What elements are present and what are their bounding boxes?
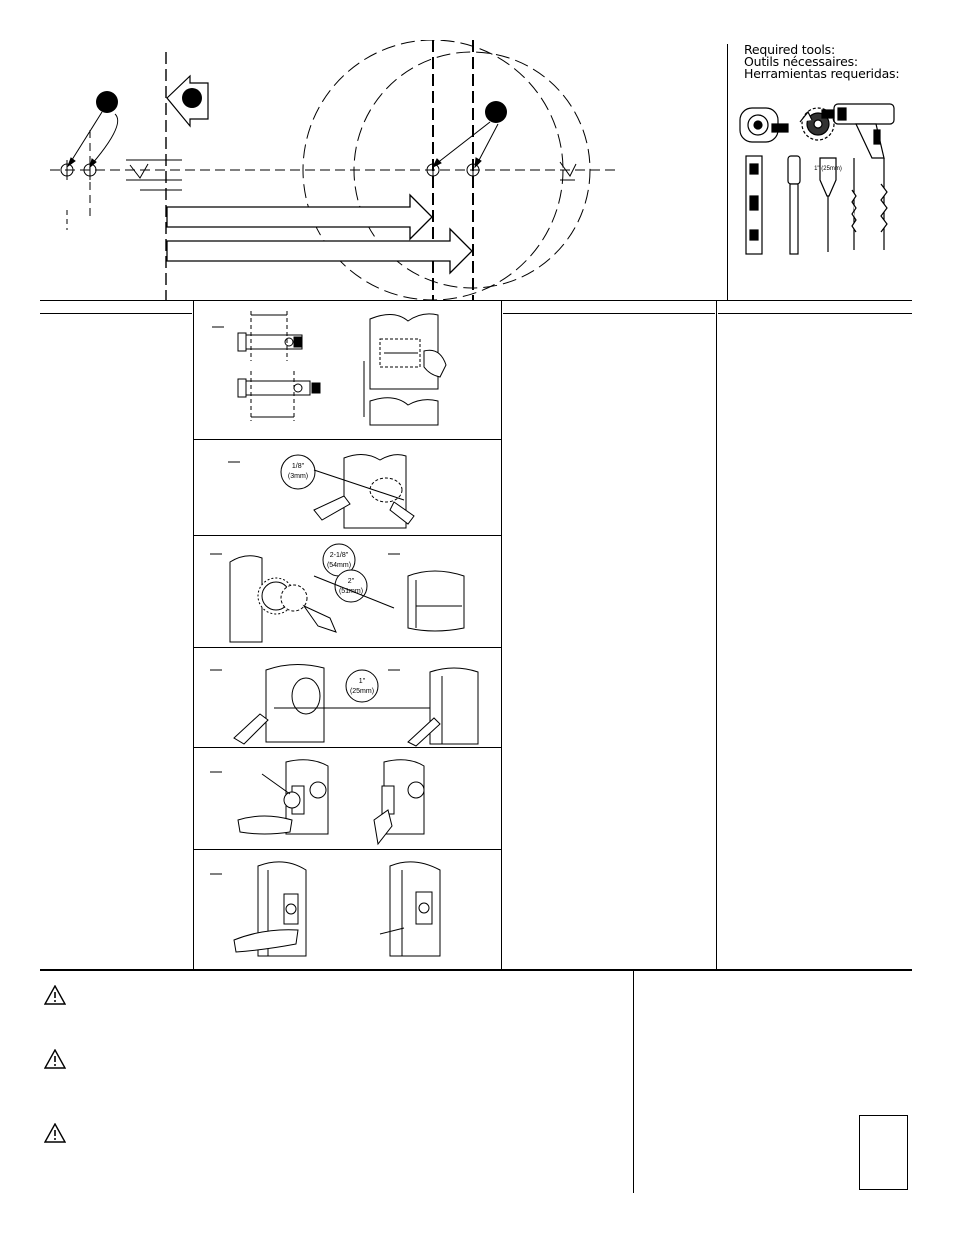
step-5-panel: [194, 748, 501, 849]
step-2-panel: [194, 440, 501, 535]
tools-divider: [727, 44, 728, 300]
col-divider-3: [716, 300, 717, 970]
step-6-panel: [194, 850, 501, 968]
warning-icon: [44, 1123, 66, 1143]
door-drawing: [230, 556, 262, 642]
step-3-dim-a-metric: (54mm): [326, 562, 352, 569]
tools-illustration: [738, 100, 918, 260]
col4-subrule: [718, 313, 912, 314]
step-3-dim-b-metric: (51mm): [338, 588, 364, 595]
col-divider-2: [501, 300, 502, 970]
drill-bit-large-icon: [881, 158, 887, 250]
step-3-panel: [194, 536, 501, 647]
callout-dot-left: [96, 91, 118, 113]
callout-leaders: [68, 112, 498, 167]
drill-hand: [304, 606, 336, 632]
section-rule-bottom: [40, 969, 912, 971]
step-4-dim-circle: [346, 670, 378, 702]
drill-bit-small-icon: [852, 158, 856, 250]
step-2-dim-circle: [281, 455, 315, 489]
hand-drawing: [238, 816, 292, 834]
step-3-dim-a: 2-1/8": [329, 552, 349, 559]
warning-icon: [44, 985, 66, 1005]
tools-label-en: Required tools:: [744, 42, 836, 57]
step-3-dim-b: 2": [347, 578, 355, 585]
bottom-divider: [633, 971, 634, 1193]
tools-label-fr: Outils nécessaires:: [744, 54, 858, 69]
step-2-dim: 1/8": [291, 463, 305, 470]
page-number-box: [859, 1115, 908, 1190]
step-4-dim: 1": [358, 678, 366, 685]
required-tools-panel: [730, 44, 920, 264]
level-icon: [746, 156, 762, 254]
callout-dot-edge: [182, 88, 202, 108]
hook-marks: [126, 160, 576, 190]
spade-bit-label: 1" (25mm): [814, 166, 842, 172]
drill-hand-left: [234, 714, 268, 744]
step-4-panel: [194, 648, 501, 747]
door-template-diagram: [40, 40, 630, 302]
callout-dot-right: [485, 101, 507, 123]
tape-measure-icon: [740, 108, 788, 142]
col1-subrule: [40, 313, 192, 314]
tools-label-es: Herramientas requeridas:: [744, 66, 900, 81]
latch-illustration: [194, 301, 501, 439]
chisel-drawing: [374, 810, 392, 844]
step-1-panel: [194, 301, 501, 439]
step-2-dim-metric: (3mm): [287, 473, 309, 480]
chisel-icon: [788, 156, 800, 254]
spade-bit-icon: [814, 158, 842, 252]
warning-icon: [44, 1049, 66, 1069]
step-4-dim-metric: (25mm): [349, 688, 375, 695]
col3-subrule: [503, 313, 715, 314]
